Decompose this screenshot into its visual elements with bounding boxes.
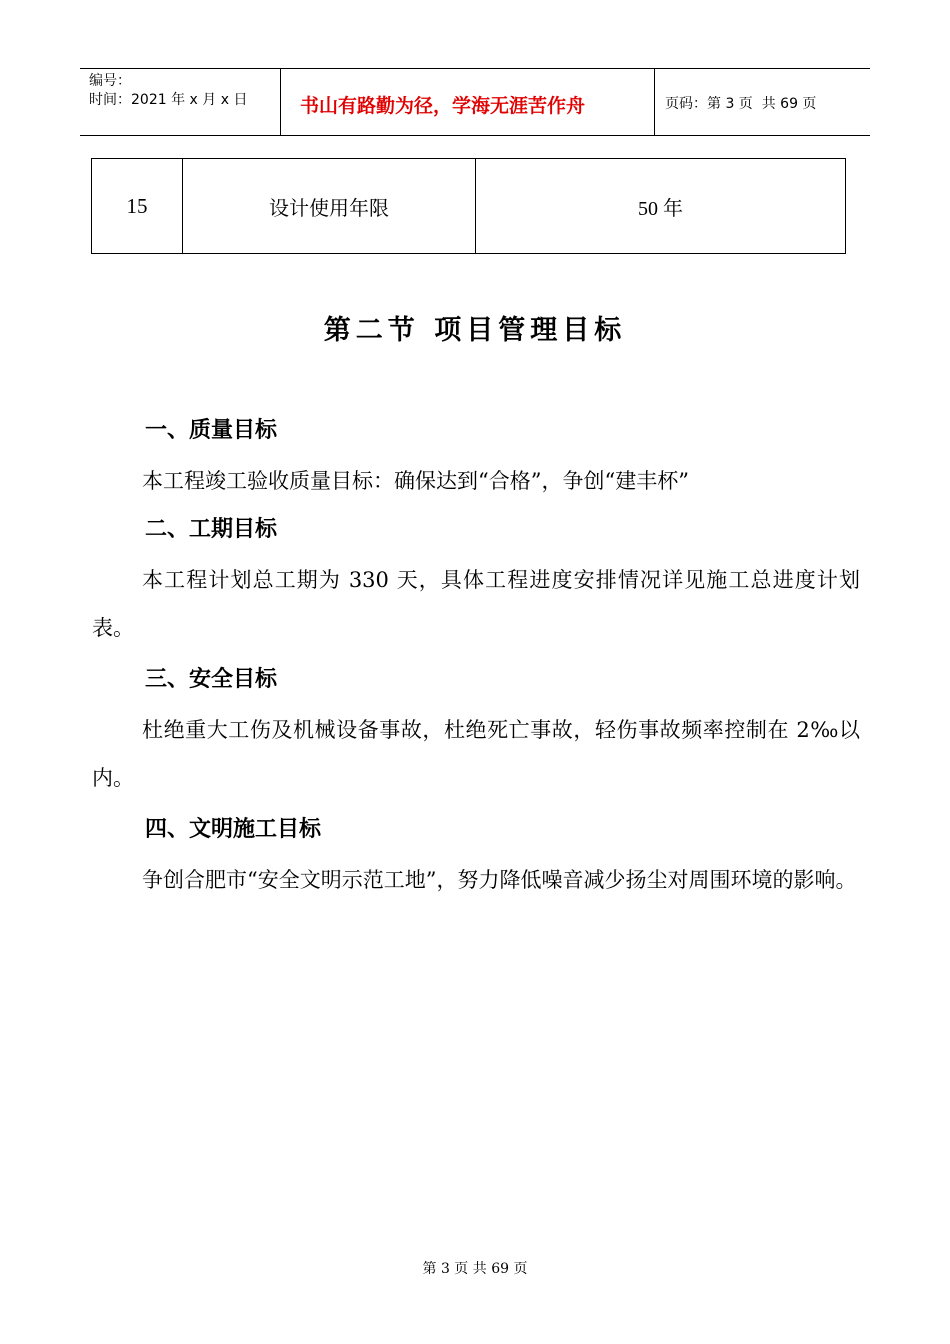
section-title: 第二节 项目管理目标 — [323, 315, 627, 346]
schedule-text: 本工程计划总工期为 330 天，具体工程进度安排情况详见施工总进度计划表。 — [92, 568, 860, 640]
page-footer: 第 3 页 共 69 页 — [422, 1261, 528, 1277]
row-index: 15 — [92, 159, 183, 254]
document-date: 时间：2021 年 x 月 x 日 — [89, 92, 248, 108]
header-motto: 书山有路勤为径，学海无涯苦作舟 — [281, 69, 655, 135]
document-number-label: 编号： — [89, 73, 131, 89]
safety-text: 杜绝重大工伤及机械设备事故，杜绝死亡事故，轻伤事故频率控制在 2‰以内。 — [92, 718, 860, 790]
document-header — [80, 68, 870, 136]
safety-heading: 三、安全目标 — [145, 666, 278, 692]
table-row — [92, 159, 846, 254]
header-meta — [80, 69, 281, 135]
quality-heading: 一、质量目标 — [145, 417, 278, 443]
civilized-construction-text: 争创合肥市“安全文明示范工地”，努力降低噪音减少扬尘对周围环境的影响。 — [142, 868, 857, 892]
quality-text: 本工程竣工验收质量目标：确保达到“合格”，争创“建丰杯” — [142, 469, 689, 493]
header-page-info — [655, 69, 870, 135]
schedule-heading: 二、工期目标 — [145, 516, 278, 542]
row-value: 50 年 — [476, 159, 846, 254]
page-info-text: 页码：第 3 页 共 69 页 — [665, 95, 817, 112]
spec-table — [91, 158, 846, 254]
row-item: 设计使用年限 — [183, 159, 476, 254]
civilized-construction-heading: 四、文明施工目标 — [145, 816, 322, 842]
